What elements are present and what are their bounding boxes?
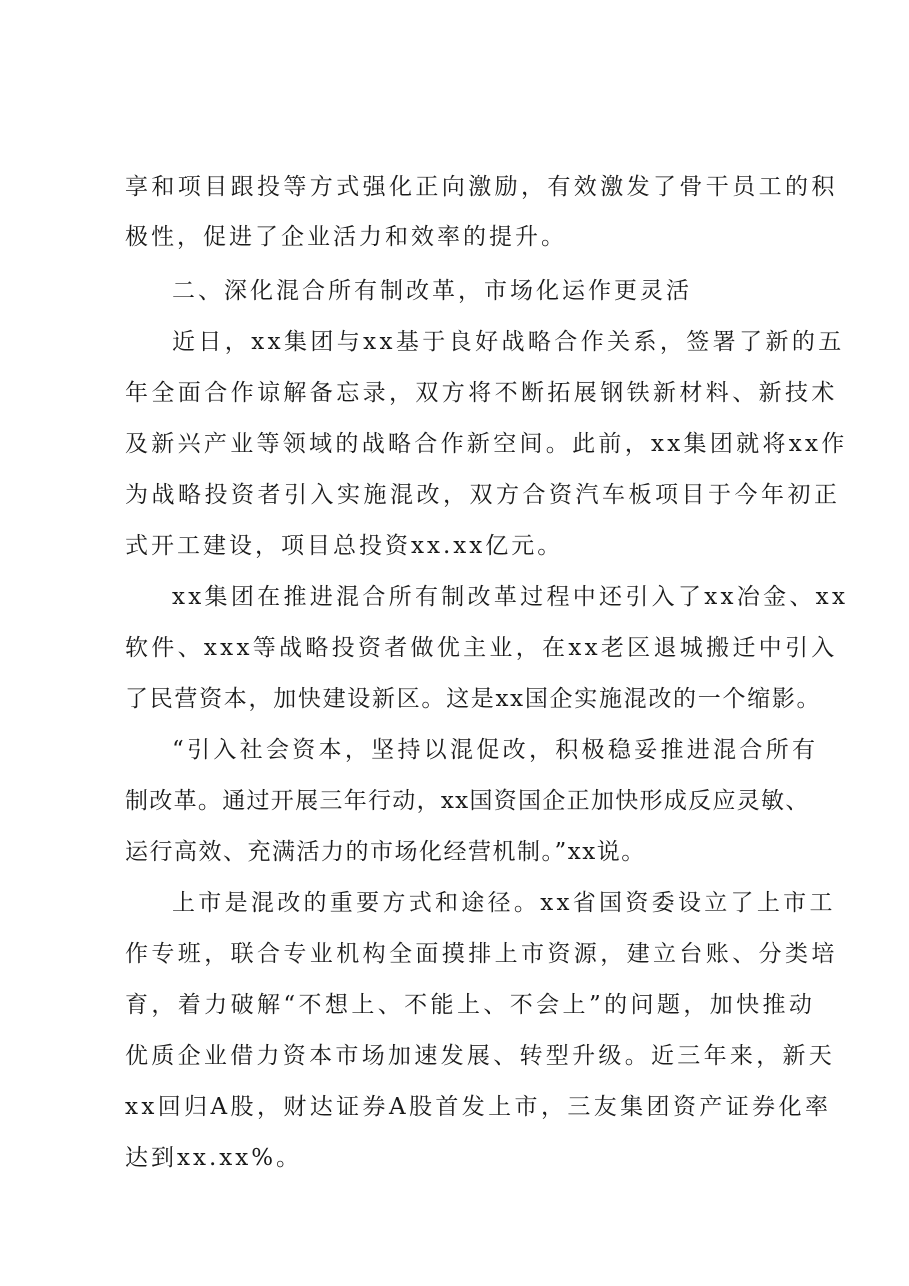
paragraph-line — [0, 878, 909, 928]
line-text: 育，着力破解“不想上、不能上、不会上”的问题，加快推动 — [125, 992, 816, 1018]
section-heading — [0, 266, 909, 316]
paragraph-line — [0, 725, 909, 775]
paragraph-line — [0, 929, 909, 979]
paragraph-line — [0, 317, 909, 367]
line-text: 近日，xx集团与xx基于良好战略合作关系，签署了新的五 — [172, 329, 845, 355]
line-text: 制改革。通过开展三年行动，xx国资国企正加快形成反应灵敏、 — [125, 788, 810, 814]
line-text: 享和项目跟投等方式强化正向激励，有效激发了骨干员工的积 — [125, 174, 838, 200]
paragraph-line — [0, 776, 909, 826]
line-text: 了民营资本，加快建设新区。这是xx国企实施混改的一个缩影。 — [125, 686, 822, 712]
line-text: 极性，促进了企业活力和效率的提升。 — [125, 224, 567, 250]
paragraph-line — [0, 1082, 909, 1132]
line-text: 作专班，联合专业机构全面摸排上市资源，建立台账、分类培 — [125, 941, 838, 967]
line-text: 软件、xxx等战略投资者做优主业，在xx老区退城搬迁中引入 — [125, 635, 838, 661]
paragraph-line — [0, 674, 909, 724]
paragraph-line — [0, 572, 909, 622]
line-text: 运行高效、充满活力的市场化经营机制。”xx说。 — [125, 839, 646, 865]
paragraph-line — [0, 1133, 909, 1183]
paragraph-line — [0, 1031, 909, 1081]
line-text: 式开工建设，项目总投资xx.xx亿元。 — [125, 533, 564, 559]
line-text: 达到xx.xx%。 — [125, 1145, 303, 1171]
line-text: 优质企业借力资本市场加速发展、转型升级。近三年来，新天 — [125, 1043, 836, 1069]
paragraph-line — [0, 980, 909, 1030]
paragraph-line — [0, 419, 909, 469]
paragraph-line — [0, 521, 909, 571]
paragraph-line — [0, 212, 909, 262]
line-text: “引入社会资本，坚持以混促改，积极稳妥推进混合所有 — [172, 737, 819, 763]
paragraph-line — [0, 162, 909, 212]
line-text: 年全面合作谅解备忘录，双方将不断拓展钢铁新材料、新技术 — [125, 380, 838, 406]
line-text: 及新兴产业等领域的战略合作新空间。此前，xx集团就将xx作 — [125, 431, 848, 457]
line-text: 上市是混改的重要方式和途径。xx省国资委设立了上市工 — [172, 890, 836, 916]
heading-text: 二、深化混合所有制改革，市场化运作更灵活 — [172, 278, 692, 304]
line-text: xx集团在推进混合所有制改革过程中还引入了xx冶金、xx — [172, 584, 849, 610]
paragraph-line — [0, 827, 909, 877]
paragraph-line — [0, 470, 909, 520]
paragraph-line — [0, 623, 909, 673]
line-text: xx回归A股，财达证券A股首发上市，三友集团资产证券化率 — [125, 1094, 832, 1120]
line-text: 为战略投资者引入实施混改，双方合资汽车板项目于今年初正 — [125, 482, 841, 508]
paragraph-line — [0, 368, 909, 418]
